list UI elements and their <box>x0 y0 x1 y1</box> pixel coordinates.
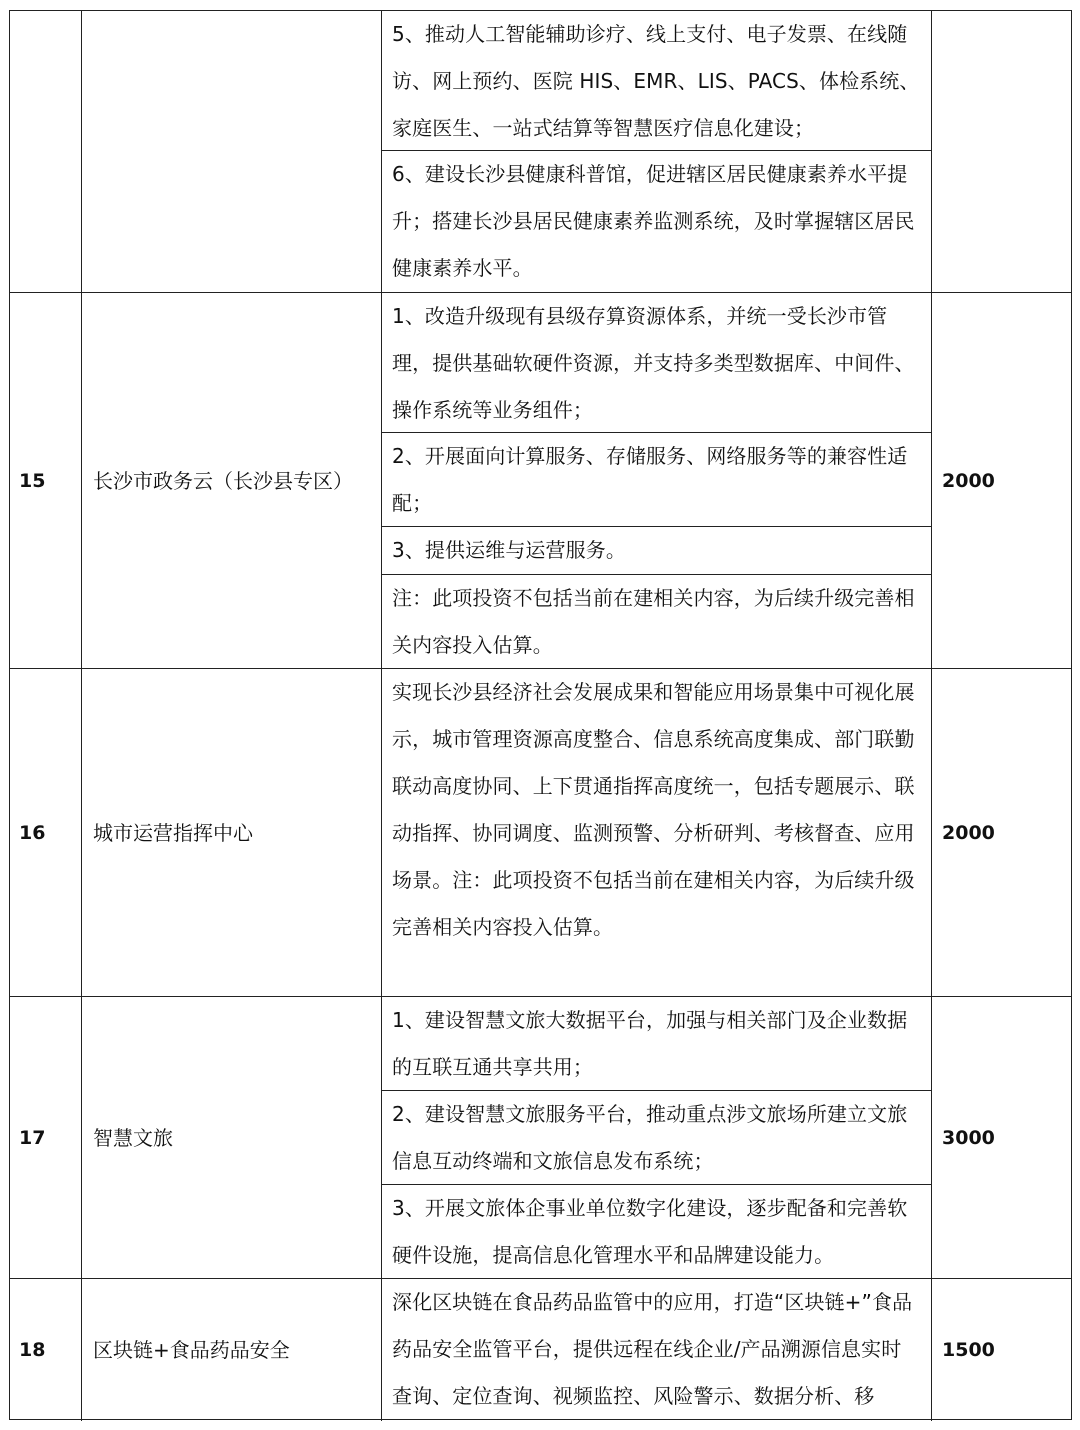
content-cell <box>382 293 932 668</box>
table-row <box>10 293 1071 669</box>
project-name-cell <box>82 669 382 996</box>
amount-value: 1500 <box>942 1339 995 1361</box>
content-item-text: 3、提供运维与运营服务。 <box>392 538 626 562</box>
project-name: 智慧文旅 <box>93 1125 173 1150</box>
row-number-cell <box>10 997 82 1278</box>
content-item <box>382 1185 931 1279</box>
content-item <box>382 527 931 575</box>
content-cell <box>382 11 932 292</box>
content-item <box>382 669 931 997</box>
amount-cell <box>932 669 1071 996</box>
content-cell <box>382 1279 932 1421</box>
table-row <box>10 997 1071 1279</box>
row-number: 15 <box>19 469 46 492</box>
table-row <box>10 11 1071 293</box>
amount-cell <box>932 11 1071 292</box>
project-name: 城市运营指挥中心 <box>93 820 253 845</box>
row-number-cell <box>10 11 82 292</box>
content-item-text: 实现长沙县经济社会发展成果和智能应用场景集中可视化展示，城市管理资源高度整合、信息系统高度集成、部门联勤联动高度协同、上下贯通指挥高度统一，包括专题展示、联动指挥、协同调度、监测预警、分析研判、考核督查、应用场景。注：此项投资不包括当前在建相关内容，为后续升级完善相关内容投入估算。 <box>392 680 915 939</box>
content-item-text: 1、改造升级现有县级存算资源体系，并统一受长沙市管理，提供基础软硬件资源，并支持多类型数据库、中间件、操作系统等业务组件； <box>392 304 915 422</box>
project-name: 区块链+食品药品安全 <box>93 1338 290 1362</box>
project-name-cell <box>82 293 382 668</box>
content-item-text: 3、开展文旅体企事业单位数字化建设，逐步配备和完善软硬件设施，提高信息化管理水平和品牌建设能力。 <box>392 1196 908 1267</box>
row-number: 16 <box>19 821 46 844</box>
content-item-text: 注：此项投资不包括当前在建相关内容，为后续升级完善相关内容投入估算。 <box>392 586 915 657</box>
amount-cell <box>932 1279 1071 1421</box>
row-number-cell <box>10 293 82 668</box>
content-item <box>382 997 931 1091</box>
content-item-text: 2、开展面向计算服务、存储服务、网络服务等的兼容性适配； <box>392 444 908 515</box>
project-name-cell <box>82 997 382 1278</box>
amount-value: 2000 <box>942 469 995 492</box>
content-item-text: 6、建设长沙县健康科普馆，促进辖区居民健康素养水平提升；搭建长沙县居民健康素养监测系统，及时掌握辖区居民健康素养水平。 <box>392 162 915 280</box>
amount-value: 3000 <box>942 1126 995 1149</box>
row-number: 17 <box>19 1126 46 1149</box>
content-item <box>382 151 931 293</box>
content-item <box>382 293 931 433</box>
amount-cell <box>932 997 1071 1278</box>
content-item-text: 2、建设智慧文旅服务平台，推动重点涉文旅场所建立文旅信息互动终端和文旅信息发布系统； <box>392 1102 908 1173</box>
content-item <box>382 1279 931 1421</box>
row-number: 18 <box>19 1339 46 1361</box>
content-item <box>382 433 931 527</box>
content-item-text: 深化区块链在食品药品监管中的应用，打造“区块链+”食品药品安全监管平台，提供远程在线企业/产品溯源信息实时查询、定位查询、视频监控、风险警示、数据分析、移 <box>392 1290 913 1408</box>
project-name-cell <box>82 11 382 292</box>
project-name: 长沙市政务云（长沙县专区） <box>93 468 353 493</box>
project-name-cell <box>82 1279 382 1421</box>
row-number-cell <box>10 669 82 996</box>
content-item-text: 5、推动人工智能辅助诊疗、线上支付、电子发票、在线随访、网上预约、医院 HIS、EMR、LIS、PACS、体检系统、家庭医生、一站式结算等智慧医疗信息化建设； <box>392 22 920 140</box>
content-item <box>382 11 931 151</box>
content-cell <box>382 997 932 1278</box>
content-item <box>382 575 931 669</box>
table-row <box>10 669 1071 997</box>
table-row <box>10 1279 1071 1421</box>
project-table <box>9 10 1072 1420</box>
content-item-text: 1、建设智慧文旅大数据平台，加强与相关部门及企业数据的互联互通共享共用； <box>392 1008 908 1079</box>
content-item <box>382 1091 931 1185</box>
content-cell <box>382 669 932 996</box>
row-number-cell <box>10 1279 82 1421</box>
amount-value: 2000 <box>942 821 995 844</box>
amount-cell <box>932 293 1071 668</box>
